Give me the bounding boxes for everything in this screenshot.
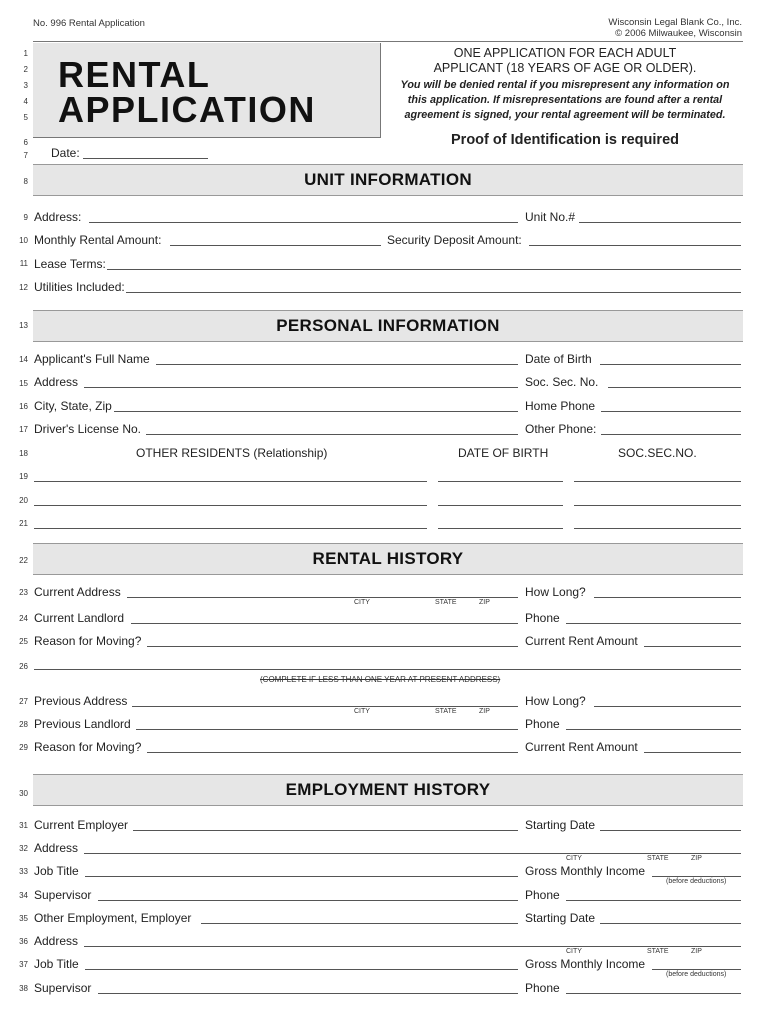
previous-landlord-field[interactable]: [136, 729, 518, 730]
line-number: 38: [19, 984, 28, 993]
other-employer-city-caption: CITY: [566, 948, 582, 955]
line-number: 2: [23, 65, 28, 74]
utilities-field[interactable]: [126, 292, 741, 293]
section-header-employment-history: EMPLOYMENT HISTORY: [33, 774, 743, 806]
line-number: 9: [23, 213, 28, 222]
resident-2-ssn-field[interactable]: [574, 505, 741, 506]
unit-address-label: Address:: [34, 210, 82, 224]
line-number: 3: [23, 81, 28, 90]
supervisor-phone-label: Phone: [525, 888, 560, 902]
starting-date-label: Starting Date: [525, 818, 596, 832]
current-city-caption: CITY: [354, 599, 370, 606]
other-job-title-field[interactable]: [85, 969, 518, 970]
other-before-deductions-caption: (before deductions): [666, 971, 727, 978]
warning-line-1: You will be denied rental if you misrepresent any information on: [400, 79, 730, 91]
employer-city-caption: CITY: [566, 855, 582, 862]
line-number: 33: [19, 867, 28, 876]
line-number: 16: [19, 402, 28, 411]
resident-3-ssn-field[interactable]: [574, 528, 741, 529]
job-title-label: Job Title: [34, 864, 79, 878]
previous-landlord-phone-field[interactable]: [566, 729, 741, 730]
unit-number-field[interactable]: [579, 222, 741, 223]
other-employer-address-field[interactable]: [84, 946, 741, 947]
employer-address-field[interactable]: [84, 853, 741, 854]
line-number: 5: [23, 113, 28, 122]
resident-1-name-field[interactable]: [34, 481, 427, 482]
previous-zip-caption: ZIP: [479, 708, 490, 715]
rental-extra-line-field[interactable]: [34, 669, 741, 670]
resident-3-name-field[interactable]: [34, 528, 427, 529]
resident-1-ssn-field[interactable]: [574, 481, 741, 482]
resident-3-dob-field[interactable]: [438, 528, 563, 529]
header-rule: [33, 41, 743, 42]
other-gross-income-label: Gross Monthly Income: [525, 957, 646, 971]
security-deposit-label: Security Deposit Amount:: [387, 233, 522, 247]
current-landlord-label: Current Landlord: [34, 611, 125, 625]
ssn-label: Soc. Sec. No.: [525, 375, 599, 389]
complete-note: (COMPLETE IF LESS THAN ONE YEAR AT PRESENT ADDRESS): [260, 675, 501, 684]
current-state-caption: STATE: [435, 599, 457, 606]
section-header-rental-history: RENTAL HISTORY: [33, 543, 743, 575]
line-number: 1: [23, 49, 28, 58]
previous-city-caption: CITY: [354, 708, 370, 715]
previous-rent-label: Current Rent Amount: [525, 740, 638, 754]
home-phone-label: Home Phone: [525, 399, 596, 413]
previous-address-label: Previous Address: [34, 694, 128, 708]
current-rent-field[interactable]: [644, 646, 741, 647]
current-landlord-phone-label: Phone: [525, 611, 560, 625]
current-zip-caption: ZIP: [479, 599, 490, 606]
other-supervisor-label: Supervisor: [34, 981, 92, 995]
date-field[interactable]: [83, 158, 208, 159]
publisher-name: Wisconsin Legal Blank Co., Inc.: [608, 17, 742, 28]
previous-landlord-phone-label: Phone: [525, 717, 560, 731]
line-number: 7: [23, 151, 28, 160]
current-how-long-label: How Long?: [525, 585, 586, 599]
current-landlord-field[interactable]: [131, 623, 518, 624]
gross-income-field[interactable]: [652, 876, 741, 877]
license-field[interactable]: [146, 434, 518, 435]
warning-line-2: this application. If misrepresentations are found after a rental: [407, 94, 723, 106]
other-starting-date-field[interactable]: [600, 923, 741, 924]
before-deductions-caption: (before deductions): [666, 878, 727, 885]
title-line-1: RENTAL: [58, 54, 211, 95]
line-number: 24: [19, 614, 28, 623]
employer-state-caption: STATE: [647, 855, 669, 862]
previous-reason-moving-label: Reason for Moving?: [34, 740, 142, 754]
notice-line-2: APPLICANT (18 YEARS OF AGE OR OLDER).: [433, 61, 697, 75]
residents-dob-header: DATE OF BIRTH: [458, 446, 549, 460]
line-number: 35: [19, 914, 28, 923]
current-employer-field[interactable]: [133, 830, 518, 831]
other-phone-label: Other Phone:: [525, 422, 597, 436]
title-line-2: APPLICATION: [58, 89, 316, 130]
line-number: 25: [19, 637, 28, 646]
line-number: 36: [19, 937, 28, 946]
personal-address-label: Address: [34, 375, 79, 389]
section-header-personal-information: PERSONAL INFORMATION: [33, 310, 743, 342]
lease-terms-label: Lease Terms:: [34, 257, 106, 271]
line-number: 28: [19, 720, 28, 729]
current-address-field[interactable]: [127, 597, 518, 598]
line-number: 23: [19, 588, 28, 597]
supervisor-label: Supervisor: [34, 888, 92, 902]
date-label: Date:: [51, 146, 80, 160]
line-number: 8: [23, 177, 28, 186]
unit-number-label: Unit No.#: [525, 210, 576, 224]
previous-rent-field[interactable]: [644, 752, 741, 753]
line-number: 34: [19, 891, 28, 900]
line-number: 14: [19, 355, 28, 364]
previous-reason-moving-field[interactable]: [147, 752, 518, 753]
current-how-long-field[interactable]: [594, 597, 741, 598]
line-number: 31: [19, 821, 28, 830]
full-name-field[interactable]: [156, 364, 518, 365]
line-number: 27: [19, 697, 28, 706]
line-number: 4: [23, 97, 28, 106]
supervisor-field[interactable]: [98, 900, 518, 901]
reason-moving-label: Reason for Moving?: [34, 634, 142, 648]
city-state-zip-field[interactable]: [114, 411, 518, 412]
supervisor-phone-field[interactable]: [566, 900, 741, 901]
previous-landlord-label: Previous Landlord: [34, 717, 131, 731]
personal-address-field[interactable]: [84, 387, 518, 388]
full-name-label: Applicant's Full Name: [34, 352, 150, 366]
warning-line-3: agreement is signed, your rental agreement will be terminated.: [404, 109, 726, 121]
other-job-title-label: Job Title: [34, 957, 79, 971]
monthly-rent-label: Monthly Rental Amount:: [34, 233, 162, 247]
current-landlord-phone-field[interactable]: [566, 623, 741, 624]
home-phone-field[interactable]: [601, 411, 741, 412]
employer-zip-caption: ZIP: [691, 855, 702, 862]
other-supervisor-field[interactable]: [98, 993, 518, 994]
other-employer-state-caption: STATE: [647, 948, 669, 955]
dob-field[interactable]: [600, 364, 741, 365]
current-address-label: Current Address: [34, 585, 121, 599]
form-number: No. 996 Rental Application: [33, 18, 145, 29]
line-number: 13: [19, 321, 28, 330]
line-number: 10: [19, 236, 28, 245]
lease-terms-field[interactable]: [107, 269, 741, 270]
other-employer-zip-caption: ZIP: [691, 948, 702, 955]
ssn-field[interactable]: [608, 387, 741, 388]
previous-state-caption: STATE: [435, 708, 457, 715]
dob-label: Date of Birth: [525, 352, 592, 366]
proof-of-id-notice: Proof of Identification is required: [451, 132, 679, 148]
line-number: 19: [19, 472, 28, 481]
line-number: 11: [19, 259, 28, 268]
line-number: 21: [19, 519, 28, 528]
section-header-unit-information: UNIT INFORMATION: [33, 164, 743, 196]
previous-how-long-field[interactable]: [594, 706, 741, 707]
previous-how-long-label: How Long?: [525, 694, 586, 708]
other-starting-date-label: Starting Date: [525, 911, 596, 925]
other-employer-address-label: Address: [34, 934, 79, 948]
line-number: 37: [19, 960, 28, 969]
unit-address-field[interactable]: [89, 222, 518, 223]
resident-2-name-field[interactable]: [34, 505, 427, 506]
license-label: Driver's License No.: [34, 422, 141, 436]
notice-line-1: ONE APPLICATION FOR EACH ADULT: [453, 46, 677, 60]
monthly-rent-field[interactable]: [170, 245, 381, 246]
job-title-field[interactable]: [85, 876, 518, 877]
resident-2-dob-field[interactable]: [438, 505, 563, 506]
line-number: 6: [23, 138, 28, 147]
resident-1-dob-field[interactable]: [438, 481, 563, 482]
current-employer-label: Current Employer: [34, 818, 129, 832]
residents-ssn-header: SOC.SEC.NO.: [618, 446, 697, 460]
line-number: 29: [19, 743, 28, 752]
line-number: 15: [19, 379, 28, 388]
previous-address-field[interactable]: [132, 706, 518, 707]
starting-date-field[interactable]: [600, 830, 741, 831]
security-deposit-field[interactable]: [529, 245, 741, 246]
line-number: 18: [19, 449, 28, 458]
utilities-label: Utilities Included:: [34, 280, 125, 294]
other-employer-label: Other Employment, Employer: [34, 911, 192, 925]
employer-address-label: Address: [34, 841, 79, 855]
current-rent-label: Current Rent Amount: [525, 634, 638, 648]
line-number: 20: [19, 496, 28, 505]
line-number: 26: [19, 662, 28, 671]
other-phone-field[interactable]: [601, 434, 741, 435]
other-supervisor-phone-label: Phone: [525, 981, 560, 995]
city-state-zip-label: City, State, Zip: [34, 399, 112, 413]
other-residents-header: OTHER RESIDENTS (Relationship): [136, 446, 328, 460]
other-gross-income-field[interactable]: [652, 969, 741, 970]
line-number: 30: [19, 789, 28, 798]
line-number: 12: [19, 283, 28, 292]
line-number: 17: [19, 425, 28, 434]
other-employer-field[interactable]: [201, 923, 518, 924]
reason-moving-field[interactable]: [147, 646, 518, 647]
publisher-copyright: © 2006 Milwaukee, Wisconsin: [615, 28, 742, 39]
line-number: 22: [19, 556, 28, 565]
gross-income-label: Gross Monthly Income: [525, 864, 646, 878]
other-supervisor-phone-field[interactable]: [566, 993, 741, 994]
line-number: 32: [19, 844, 28, 853]
